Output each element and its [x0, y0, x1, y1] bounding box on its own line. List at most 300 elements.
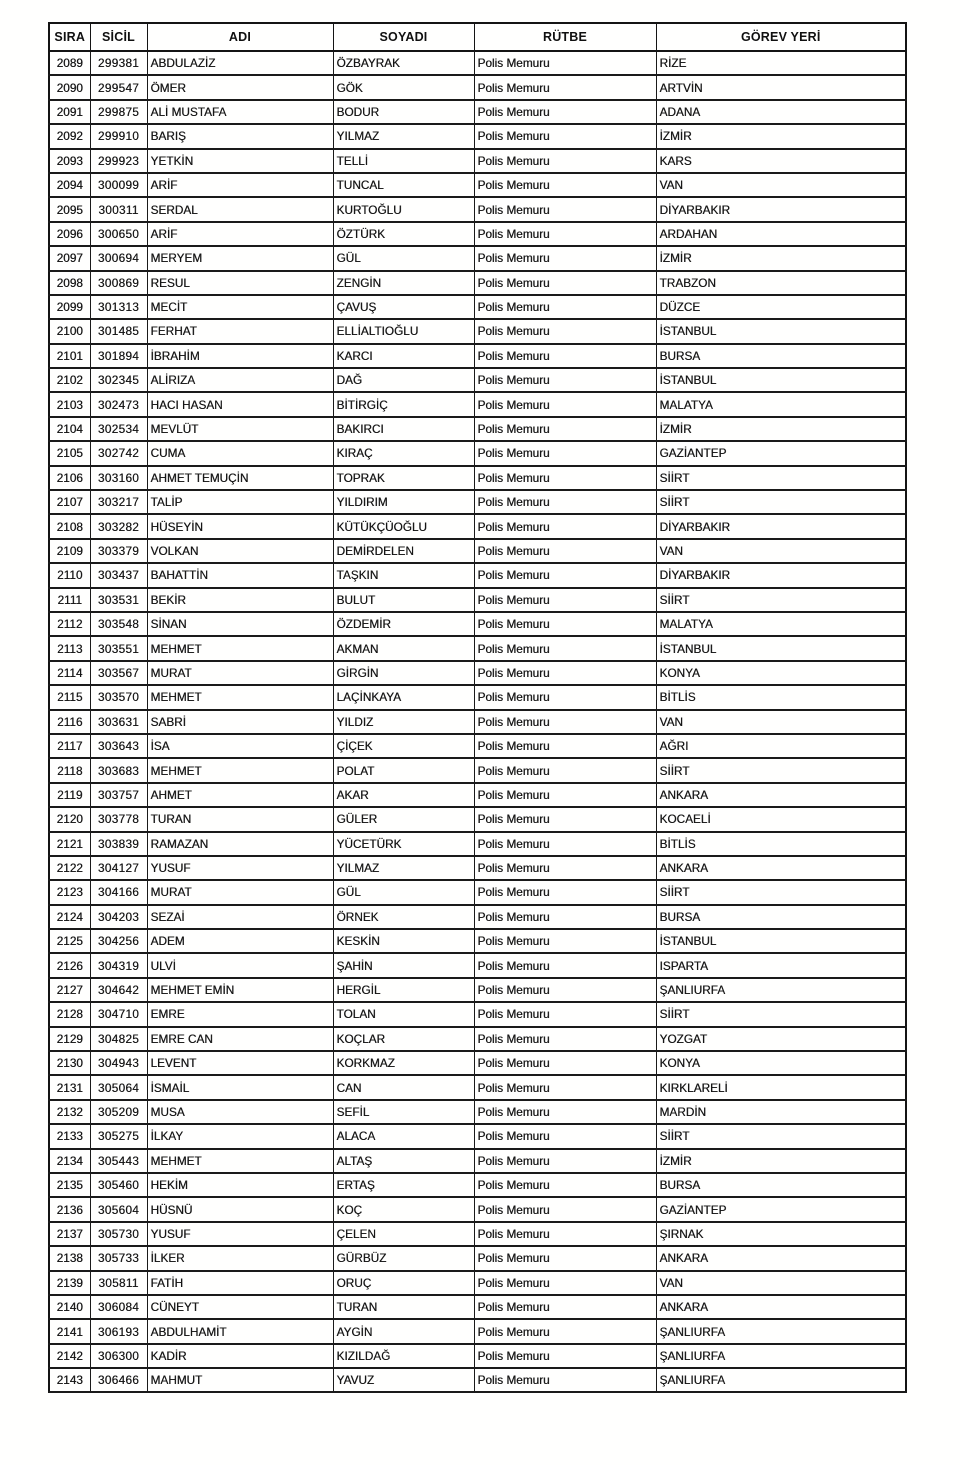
cell-adi: CUMA: [147, 441, 333, 465]
column-header-adi: ADI: [147, 23, 333, 51]
cell-adi: FATİH: [147, 1271, 333, 1295]
cell-sicil: 305811: [90, 1271, 147, 1295]
cell-gorev-yeri: İSTANBUL: [656, 636, 906, 660]
cell-rutbe: Polis Memuru: [474, 905, 656, 929]
cell-sira: 2142: [49, 1344, 90, 1368]
cell-sira: 2119: [49, 783, 90, 807]
cell-sira: 2110: [49, 563, 90, 587]
column-header-soyadi: SOYADI: [333, 23, 474, 51]
column-header-gorev-yeri: GÖREV YERİ: [656, 23, 906, 51]
table-row: [49, 563, 906, 587]
cell-soyadi: SEFİL: [333, 1100, 474, 1124]
cell-gorev-yeri: KONYA: [656, 1051, 906, 1075]
cell-sira: 2108: [49, 514, 90, 538]
cell-soyadi: YAVUZ: [333, 1368, 474, 1392]
cell-soyadi: KÜTÜKÇÜOĞLU: [333, 514, 474, 538]
table-row: [49, 905, 906, 929]
cell-rutbe: Polis Memuru: [474, 1173, 656, 1197]
cell-soyadi: ORUÇ: [333, 1271, 474, 1295]
cell-sicil: 303531: [90, 588, 147, 612]
cell-gorev-yeri: DİYARBAKIR: [656, 563, 906, 587]
cell-gorev-yeri: MARDİN: [656, 1100, 906, 1124]
cell-adi: FERHAT: [147, 319, 333, 343]
cell-soyadi: GÜL: [333, 880, 474, 904]
cell-rutbe: Polis Memuru: [474, 490, 656, 514]
cell-sira: 2096: [49, 222, 90, 246]
cell-sira: 2102: [49, 368, 90, 392]
cell-gorev-yeri: ŞANLIURFA: [656, 978, 906, 1002]
cell-adi: SABRİ: [147, 710, 333, 734]
cell-sira: 2115: [49, 685, 90, 709]
cell-sicil: 303379: [90, 539, 147, 563]
personnel-table: [48, 22, 907, 1393]
cell-adi: AHMET: [147, 783, 333, 807]
cell-soyadi: GÜL: [333, 246, 474, 270]
cell-sicil: 303548: [90, 612, 147, 636]
cell-soyadi: BİTİRGİÇ: [333, 392, 474, 416]
cell-rutbe: Polis Memuru: [474, 149, 656, 173]
table-row: [49, 978, 906, 1002]
cell-sicil: 299381: [90, 51, 147, 75]
table-row: [49, 1075, 906, 1099]
cell-rutbe: Polis Memuru: [474, 1222, 656, 1246]
table-row: [49, 75, 906, 99]
cell-soyadi: KOÇ: [333, 1197, 474, 1221]
cell-soyadi: KOÇLAR: [333, 1027, 474, 1051]
table-row: [49, 392, 906, 416]
cell-sicil: 302473: [90, 392, 147, 416]
cell-gorev-yeri: SİİRT: [656, 758, 906, 782]
cell-rutbe: Polis Memuru: [474, 466, 656, 490]
cell-soyadi: KIRAÇ: [333, 441, 474, 465]
cell-adi: HACI HASAN: [147, 392, 333, 416]
table-row: [49, 1173, 906, 1197]
cell-gorev-yeri: İZMİR: [656, 417, 906, 441]
cell-sira: 2120: [49, 807, 90, 831]
cell-rutbe: Polis Memuru: [474, 1197, 656, 1221]
cell-rutbe: Polis Memuru: [474, 1027, 656, 1051]
table-row: [49, 1002, 906, 1026]
cell-sira: 2107: [49, 490, 90, 514]
table-row: [49, 758, 906, 782]
cell-sira: 2126: [49, 953, 90, 977]
cell-rutbe: Polis Memuru: [474, 319, 656, 343]
cell-gorev-yeri: ARTVİN: [656, 75, 906, 99]
cell-sira: 2128: [49, 1002, 90, 1026]
cell-rutbe: Polis Memuru: [474, 1124, 656, 1148]
cell-sira: 2143: [49, 1368, 90, 1392]
cell-gorev-yeri: BURSA: [656, 905, 906, 929]
cell-adi: SERDAL: [147, 197, 333, 221]
cell-gorev-yeri: ARDAHAN: [656, 222, 906, 246]
cell-sira: 2137: [49, 1222, 90, 1246]
cell-gorev-yeri: ANKARA: [656, 783, 906, 807]
cell-sira: 2098: [49, 271, 90, 295]
cell-gorev-yeri: VAN: [656, 710, 906, 734]
cell-sicil: 300694: [90, 246, 147, 270]
cell-sira: 2114: [49, 661, 90, 685]
cell-sira: 2113: [49, 636, 90, 660]
cell-adi: RESUL: [147, 271, 333, 295]
table-row: [49, 588, 906, 612]
cell-rutbe: Polis Memuru: [474, 1319, 656, 1343]
cell-soyadi: AKMAN: [333, 636, 474, 660]
table-row: [49, 1051, 906, 1075]
cell-soyadi: ÖRNEK: [333, 905, 474, 929]
table-row: [49, 880, 906, 904]
cell-sira: 2100: [49, 319, 90, 343]
table-row: [49, 1295, 906, 1319]
cell-rutbe: Polis Memuru: [474, 1075, 656, 1099]
cell-rutbe: Polis Memuru: [474, 563, 656, 587]
cell-gorev-yeri: İSTANBUL: [656, 929, 906, 953]
table-row: [49, 197, 906, 221]
cell-rutbe: Polis Memuru: [474, 1051, 656, 1075]
table-row: [49, 1124, 906, 1148]
cell-sira: 2125: [49, 929, 90, 953]
cell-sicil: 303570: [90, 685, 147, 709]
cell-sira: 2134: [49, 1149, 90, 1173]
cell-sira: 2106: [49, 466, 90, 490]
table-row: [49, 1344, 906, 1368]
cell-adi: LEVENT: [147, 1051, 333, 1075]
cell-adi: ALİ MUSTAFA: [147, 100, 333, 124]
cell-rutbe: Polis Memuru: [474, 612, 656, 636]
cell-gorev-yeri: İZMİR: [656, 1149, 906, 1173]
cell-adi: ARİF: [147, 222, 333, 246]
column-header-sicil: SİCİL: [90, 23, 147, 51]
cell-gorev-yeri: ANKARA: [656, 1295, 906, 1319]
cell-soyadi: BODUR: [333, 100, 474, 124]
cell-sira: 2116: [49, 710, 90, 734]
table-row: [49, 222, 906, 246]
cell-adi: MUSA: [147, 1100, 333, 1124]
cell-sira: 2135: [49, 1173, 90, 1197]
cell-gorev-yeri: YOZGAT: [656, 1027, 906, 1051]
cell-adi: MECİT: [147, 295, 333, 319]
cell-gorev-yeri: AĞRI: [656, 734, 906, 758]
cell-sicil: 306084: [90, 1295, 147, 1319]
cell-sicil: 303643: [90, 734, 147, 758]
cell-soyadi: AKAR: [333, 783, 474, 807]
cell-soyadi: TURAN: [333, 1295, 474, 1319]
cell-adi: YUSUF: [147, 1222, 333, 1246]
cell-adi: RAMAZAN: [147, 832, 333, 856]
table-row: [49, 173, 906, 197]
cell-gorev-yeri: MALATYA: [656, 392, 906, 416]
cell-soyadi: HERGİL: [333, 978, 474, 1002]
table-row: [49, 832, 906, 856]
cell-adi: EMRE: [147, 1002, 333, 1026]
cell-sicil: 300099: [90, 173, 147, 197]
cell-soyadi: TOPRAK: [333, 466, 474, 490]
cell-soyadi: CAN: [333, 1075, 474, 1099]
cell-gorev-yeri: GAZİANTEP: [656, 441, 906, 465]
cell-gorev-yeri: DİYARBAKIR: [656, 514, 906, 538]
cell-rutbe: Polis Memuru: [474, 514, 656, 538]
cell-sicil: 299875: [90, 100, 147, 124]
cell-gorev-yeri: ISPARTA: [656, 953, 906, 977]
cell-adi: KADİR: [147, 1344, 333, 1368]
cell-adi: MERYEM: [147, 246, 333, 270]
cell-gorev-yeri: KIRKLARELİ: [656, 1075, 906, 1099]
table-row: [49, 1100, 906, 1124]
cell-sira: 2130: [49, 1051, 90, 1075]
cell-sicil: 303631: [90, 710, 147, 734]
cell-rutbe: Polis Memuru: [474, 1368, 656, 1392]
cell-gorev-yeri: SİİRT: [656, 466, 906, 490]
cell-soyadi: TELLİ: [333, 149, 474, 173]
cell-sicil: 304166: [90, 880, 147, 904]
table-row: [49, 612, 906, 636]
cell-gorev-yeri: SİİRT: [656, 1124, 906, 1148]
cell-sicil: 303839: [90, 832, 147, 856]
cell-sira: 2094: [49, 173, 90, 197]
cell-rutbe: Polis Memuru: [474, 197, 656, 221]
cell-rutbe: Polis Memuru: [474, 51, 656, 75]
cell-rutbe: Polis Memuru: [474, 832, 656, 856]
cell-gorev-yeri: BURSA: [656, 344, 906, 368]
table-row: [49, 783, 906, 807]
table-row: [49, 1197, 906, 1221]
cell-adi: MEHMET EMİN: [147, 978, 333, 1002]
cell-adi: İBRAHİM: [147, 344, 333, 368]
cell-adi: ALİRIZA: [147, 368, 333, 392]
cell-adi: HÜSNÜ: [147, 1197, 333, 1221]
cell-sira: 2093: [49, 149, 90, 173]
table-row: [49, 271, 906, 295]
cell-gorev-yeri: SİİRT: [656, 588, 906, 612]
cell-sicil: 300650: [90, 222, 147, 246]
cell-sira: 2131: [49, 1075, 90, 1099]
cell-sira: 2089: [49, 51, 90, 75]
cell-adi: ULVİ: [147, 953, 333, 977]
cell-rutbe: Polis Memuru: [474, 953, 656, 977]
cell-sicil: 304203: [90, 905, 147, 929]
cell-sira: 2129: [49, 1027, 90, 1051]
cell-rutbe: Polis Memuru: [474, 392, 656, 416]
cell-sicil: 302534: [90, 417, 147, 441]
table-row: [49, 661, 906, 685]
table-body: [49, 51, 906, 1392]
cell-sira: 2122: [49, 856, 90, 880]
cell-gorev-yeri: VAN: [656, 173, 906, 197]
cell-soyadi: ÇELEN: [333, 1222, 474, 1246]
cell-sicil: 304127: [90, 856, 147, 880]
cell-soyadi: ELLİALTIOĞLU: [333, 319, 474, 343]
cell-sicil: 305733: [90, 1246, 147, 1270]
cell-gorev-yeri: ADANA: [656, 100, 906, 124]
cell-sicil: 301894: [90, 344, 147, 368]
cell-sira: 2133: [49, 1124, 90, 1148]
cell-sicil: 305275: [90, 1124, 147, 1148]
cell-rutbe: Polis Memuru: [474, 222, 656, 246]
cell-soyadi: ALACA: [333, 1124, 474, 1148]
cell-adi: ARİF: [147, 173, 333, 197]
column-header-rutbe: RÜTBE: [474, 23, 656, 51]
cell-gorev-yeri: İZMİR: [656, 124, 906, 148]
cell-sicil: 306193: [90, 1319, 147, 1343]
cell-soyadi: BAKIRCI: [333, 417, 474, 441]
cell-soyadi: ZENGİN: [333, 271, 474, 295]
cell-rutbe: Polis Memuru: [474, 783, 656, 807]
cell-soyadi: YILMAZ: [333, 856, 474, 880]
cell-gorev-yeri: İSTANBUL: [656, 319, 906, 343]
cell-sira: 2099: [49, 295, 90, 319]
cell-adi: MEHMET: [147, 1149, 333, 1173]
cell-soyadi: YILMAZ: [333, 124, 474, 148]
cell-sicil: 305604: [90, 1197, 147, 1221]
cell-gorev-yeri: SİİRT: [656, 880, 906, 904]
table-row: [49, 417, 906, 441]
cell-sira: 2092: [49, 124, 90, 148]
cell-adi: AHMET TEMUÇİN: [147, 466, 333, 490]
cell-sicil: 305064: [90, 1075, 147, 1099]
cell-soyadi: ÖZDEMİR: [333, 612, 474, 636]
table-row: [49, 1027, 906, 1051]
cell-sira: 2109: [49, 539, 90, 563]
cell-adi: MURAT: [147, 661, 333, 685]
cell-rutbe: Polis Memuru: [474, 661, 656, 685]
cell-soyadi: ÖZBAYRAK: [333, 51, 474, 75]
cell-sicil: 301485: [90, 319, 147, 343]
table-row: [49, 734, 906, 758]
cell-soyadi: ŞAHİN: [333, 953, 474, 977]
table-row: [49, 368, 906, 392]
cell-rutbe: Polis Memuru: [474, 856, 656, 880]
cell-soyadi: POLAT: [333, 758, 474, 782]
cell-gorev-yeri: BİTLİS: [656, 685, 906, 709]
header-row: [49, 23, 906, 51]
cell-rutbe: Polis Memuru: [474, 1295, 656, 1319]
table-row: [49, 1246, 906, 1270]
cell-adi: SEZAİ: [147, 905, 333, 929]
cell-adi: BEKİR: [147, 588, 333, 612]
cell-soyadi: GÖK: [333, 75, 474, 99]
cell-sicil: 306300: [90, 1344, 147, 1368]
cell-rutbe: Polis Memuru: [474, 539, 656, 563]
table-row: [49, 1222, 906, 1246]
table-row: [49, 319, 906, 343]
cell-sicil: 305460: [90, 1173, 147, 1197]
cell-sicil: 304642: [90, 978, 147, 1002]
table-row: [49, 1368, 906, 1392]
cell-adi: MEHMET: [147, 685, 333, 709]
table-row: [49, 1149, 906, 1173]
cell-rutbe: Polis Memuru: [474, 344, 656, 368]
cell-adi: VOLKAN: [147, 539, 333, 563]
table-row: [49, 953, 906, 977]
cell-sira: 2111: [49, 588, 90, 612]
cell-sira: 2095: [49, 197, 90, 221]
cell-rutbe: Polis Memuru: [474, 295, 656, 319]
table-row: [49, 636, 906, 660]
cell-sira: 2112: [49, 612, 90, 636]
table-row: [49, 1271, 906, 1295]
cell-sicil: 299910: [90, 124, 147, 148]
cell-sicil: 306466: [90, 1368, 147, 1392]
cell-adi: MEHMET: [147, 758, 333, 782]
cell-gorev-yeri: VAN: [656, 1271, 906, 1295]
cell-adi: YUSUF: [147, 856, 333, 880]
cell-soyadi: ALTAŞ: [333, 1149, 474, 1173]
cell-soyadi: AYGİN: [333, 1319, 474, 1343]
cell-adi: HEKİM: [147, 1173, 333, 1197]
cell-rutbe: Polis Memuru: [474, 636, 656, 660]
cell-gorev-yeri: ŞANLIURFA: [656, 1344, 906, 1368]
cell-adi: MEHMET: [147, 636, 333, 660]
cell-sira: 2132: [49, 1100, 90, 1124]
cell-sicil: 303778: [90, 807, 147, 831]
cell-adi: İSMAİL: [147, 1075, 333, 1099]
cell-rutbe: Polis Memuru: [474, 880, 656, 904]
cell-rutbe: Polis Memuru: [474, 1344, 656, 1368]
cell-sicil: 303217: [90, 490, 147, 514]
cell-adi: SİNAN: [147, 612, 333, 636]
table-row: [49, 710, 906, 734]
cell-gorev-yeri: ŞANLIURFA: [656, 1368, 906, 1392]
cell-sicil: 301313: [90, 295, 147, 319]
cell-sira: 2101: [49, 344, 90, 368]
cell-rutbe: Polis Memuru: [474, 1149, 656, 1173]
cell-rutbe: Polis Memuru: [474, 368, 656, 392]
cell-adi: MEVLÜT: [147, 417, 333, 441]
table-row: [49, 685, 906, 709]
cell-sicil: 303282: [90, 514, 147, 538]
cell-sicil: 303757: [90, 783, 147, 807]
cell-adi: İSA: [147, 734, 333, 758]
cell-sira: 2141: [49, 1319, 90, 1343]
cell-soyadi: KIZILDAĞ: [333, 1344, 474, 1368]
cell-sicil: 304825: [90, 1027, 147, 1051]
cell-soyadi: ERTAŞ: [333, 1173, 474, 1197]
cell-gorev-yeri: ANKARA: [656, 1246, 906, 1270]
cell-rutbe: Polis Memuru: [474, 417, 656, 441]
cell-soyadi: LAÇİNKAYA: [333, 685, 474, 709]
cell-sicil: 304319: [90, 953, 147, 977]
cell-soyadi: ÇAVUŞ: [333, 295, 474, 319]
table-row: [49, 929, 906, 953]
cell-sira: 2138: [49, 1246, 90, 1270]
cell-soyadi: GÜLER: [333, 807, 474, 831]
cell-rutbe: Polis Memuru: [474, 124, 656, 148]
cell-sicil: 304943: [90, 1051, 147, 1075]
cell-sicil: 299547: [90, 75, 147, 99]
column-header-sira: SIRA: [49, 23, 90, 51]
cell-soyadi: ÖZTÜRK: [333, 222, 474, 246]
cell-sira: 2118: [49, 758, 90, 782]
cell-sicil: 300311: [90, 197, 147, 221]
cell-rutbe: Polis Memuru: [474, 588, 656, 612]
cell-sicil: 304256: [90, 929, 147, 953]
cell-sicil: 303567: [90, 661, 147, 685]
cell-adi: İLKAY: [147, 1124, 333, 1148]
cell-soyadi: KURTOĞLU: [333, 197, 474, 221]
cell-soyadi: TOLAN: [333, 1002, 474, 1026]
cell-soyadi: YILDIZ: [333, 710, 474, 734]
cell-sicil: 305443: [90, 1149, 147, 1173]
cell-gorev-yeri: TRABZON: [656, 271, 906, 295]
cell-rutbe: Polis Memuru: [474, 246, 656, 270]
cell-sicil: 303437: [90, 563, 147, 587]
cell-sira: 2139: [49, 1271, 90, 1295]
cell-rutbe: Polis Memuru: [474, 807, 656, 831]
cell-gorev-yeri: MALATYA: [656, 612, 906, 636]
cell-gorev-yeri: VAN: [656, 539, 906, 563]
cell-soyadi: KESKİN: [333, 929, 474, 953]
table-row: [49, 539, 906, 563]
cell-sicil: 304710: [90, 1002, 147, 1026]
